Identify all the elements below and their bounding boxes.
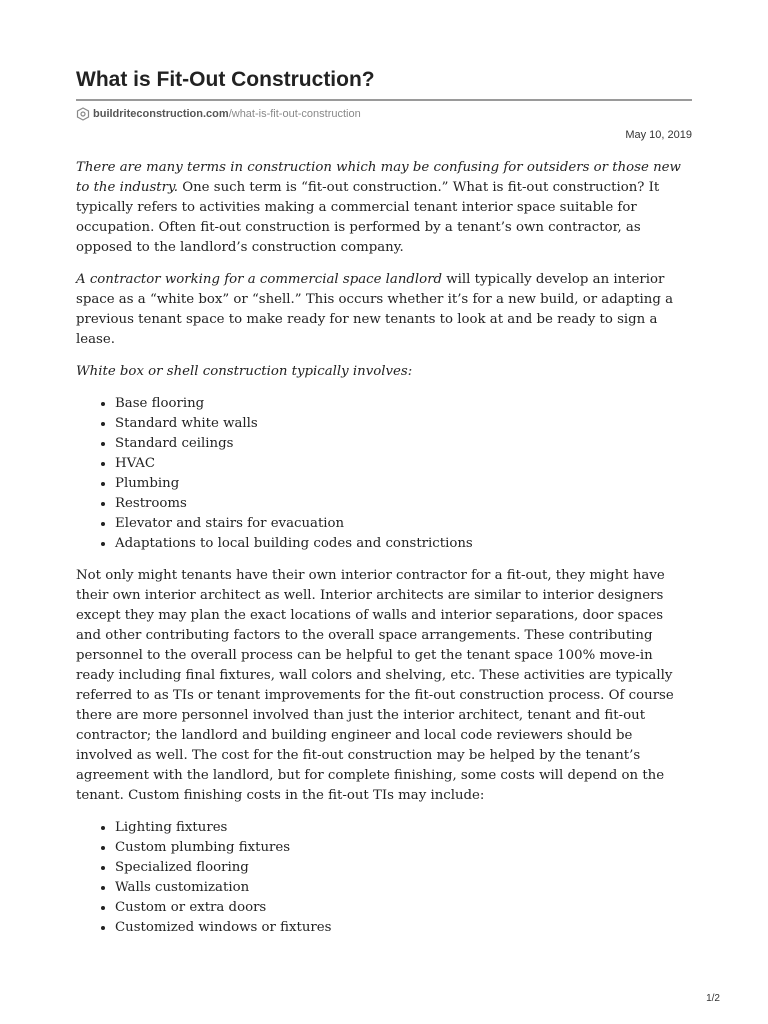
- paragraph-architects: Not only might tenants have their own interior contractor for a fit-out, they might have their own interior architect as well. Interior architects are similar to interior designers except they may plan the exact locations of walls and interior separations, door spaces and other contributing factors to the overall space arrangements. These contributing personnel to the overall process can be helpful to get the tenant space 100% move-in ready including final fixtures, wall colors and shelving, etc. These activities are typically referred to as TIs or tenant improvements for the fit-out construction process. Of course there are more personnel involved than just the interior architect, tenant and fit-out contractor; the landlord and building engineer and local code reviewers should be involved as well. The cost for the fit-out construction may be helped by the tenant’s agreement with the landlord, but for complete finishing, some costs will depend on the tenant. Custom finishing costs in the fit-out TIs may include:: [76, 568, 674, 803]
- list-intro-italic: White box or shell construction typically involves:: [76, 364, 413, 379]
- page-number: 1/2: [706, 993, 720, 1004]
- intro-italic: There are many terms in construction which may be confusing for outsiders or those new to the industry.: [76, 160, 681, 195]
- paragraph-intro: [76, 158, 692, 258]
- list-item: • Custom or extra doors: [115, 898, 692, 918]
- list-item: • Walls customization: [115, 878, 692, 898]
- intro-text: One such term is “fit-out construction.” What is fit-out construction? It typically refers to activities making a commercial tenant interior space suitable for occupation. Often fit-out construction is performed by a tenant’s own contractor, as opposed to the landlord’s construction company.: [76, 180, 660, 255]
- source-domain[interactable]: buildriteconstruction.com: [93, 108, 229, 120]
- list-item: • HVAC: [115, 454, 692, 474]
- list-item: • Customized windows or fixtures: [115, 918, 692, 938]
- paragraph-list-intro: [76, 362, 692, 382]
- list-item: • Elevator and stairs for evacuation: [115, 514, 692, 534]
- title-divider: [76, 99, 692, 101]
- list-item: • Custom plumbing fixtures: [115, 838, 692, 858]
- custom-finishing-list: [76, 818, 692, 938]
- list-item: • Standard white walls: [115, 414, 692, 434]
- white-box-list: [76, 394, 692, 554]
- paragraph-landlord: [76, 270, 692, 350]
- list-item: • Adaptations to local building codes and constrictions: [115, 534, 692, 554]
- list-item: • Base flooring: [115, 394, 692, 414]
- list-item: • Restrooms: [115, 494, 692, 514]
- article-body: [76, 158, 692, 950]
- landlord-text: will typically develop an interior space as a “white box” or “shell.” This occurs whether it’s for a new build, or adapting a previous tenant space to make ready for new tenants to look at and be ready to sign a lease.: [76, 272, 674, 347]
- source-path[interactable]: /what-is-fit-out-construction: [228, 108, 361, 120]
- list-item: • Plumbing: [115, 474, 692, 494]
- list-item: • Specialized flooring: [115, 858, 692, 878]
- source-line[interactable]: [76, 105, 361, 123]
- page-title: What is Fit-Out Construction?: [76, 68, 375, 91]
- landlord-italic: A contractor working for a commercial space landlord: [76, 272, 443, 287]
- list-item: • Lighting fixtures: [115, 818, 692, 838]
- publish-date: May 10, 2019: [625, 129, 692, 141]
- list-item: • Standard ceilings: [115, 434, 692, 454]
- site-icon: [76, 107, 90, 121]
